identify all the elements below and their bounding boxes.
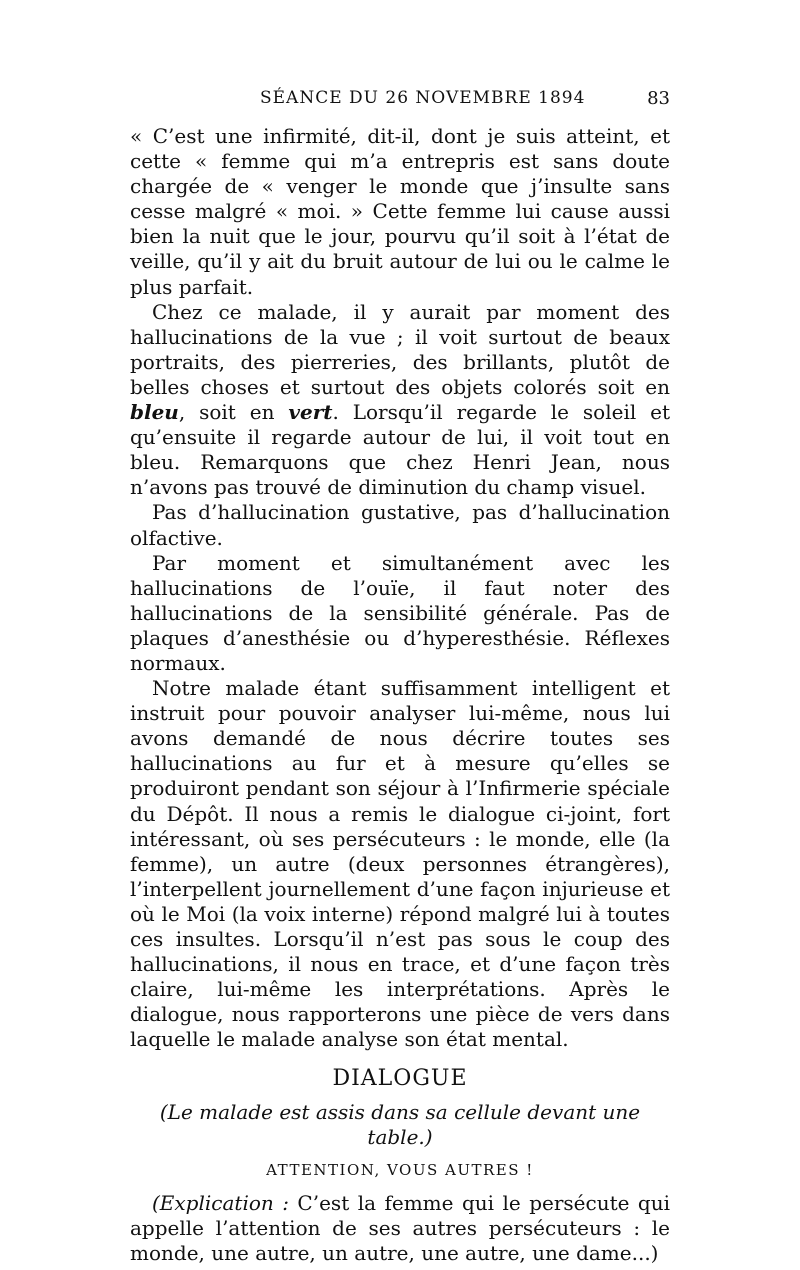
explication-label: (Explication : xyxy=(152,1190,289,1215)
paragraph-explication xyxy=(130,1191,670,1266)
word-vert: vert xyxy=(288,400,333,425)
paragraph-vision-b: , soit en xyxy=(178,400,289,425)
body-text xyxy=(130,124,670,1266)
paragraph-vision xyxy=(130,300,670,501)
paragraph-sensibility: Par moment et simultanément avec les hallucinations de l’ouïe, il faut noter des hallucinations de la sensibilité générale. Pas de plaques d’anesthésie ou d’hyperesthésie. Réflexes normaux. xyxy=(130,550,670,675)
running-header xyxy=(130,88,670,118)
paragraph-quote: « C’est une infirmité, dit-il, dont je suis atteint, et cette « femme qui m’a entrepris est sans doute chargée de « venger le monde que j’insulte sans cesse malgré « moi. » Cette femme lui cause aussi bien la nuit que le jour, pourvu qu’il soit à l’état de veille, qu’il y ait du bruit autour de lui ou le calme le plus parfait. xyxy=(130,124,670,299)
page-number: 83 xyxy=(647,88,670,109)
paragraph-taste-smell: Pas d’hallucination gustative, pas d’hallucination olfactive. xyxy=(130,500,670,550)
word-bleu: bleu xyxy=(130,400,179,425)
stage-direction: (Le malade est assis dans sa cellule devant une table.) xyxy=(159,1099,641,1149)
paragraph-vision-c: . Lorsqu’il regarde le soleil et qu’ensuite il regarde autour de lui, il voit tout en bleu. Remarquons que chez Henri Jean, nous n’avons pas trouvé de diminution du champ visuel. xyxy=(130,400,670,500)
explication-text: C’est la femme qui le persécute qui appelle l’attention de ses autres persécuteurs : le monde, une autre, un autre, une autre, une dame...) xyxy=(130,1190,670,1266)
paragraph-dialogue-intro: Notre malade étant suffisamment intelligent et instruit pour pouvoir analyser lui-même, nous lui avons demandé de nous décrire toutes ses hallucinations au fur et à mesure qu’elles se produiront pendant son séjour à l’Infirmerie spéciale du Dépôt. Il nous a remis le dialogue ci-joint, fort intéressant, où ses persécuteurs : le monde, elle (la femme), un autre (deux personnes étrangères), l’interpellent journellement d’une façon injurieuse et où le Moi (la voix interne) répond malgré lui à toutes ces insultes. Lorsqu’il n’est pas sous le coup des hallucinations, il nous en trace, et d’une façon très claire, lui-même les interprétations. Après le dialogue, nous rapporterons une pièce de vers dans laquelle le malade analyse son état mental. xyxy=(130,676,670,1052)
dialogue-call: ATTENTION, VOUS AUTRES ! xyxy=(266,1160,534,1179)
section-title: DIALOGUE xyxy=(332,1066,468,1092)
header-title: SÉANCE DU 26 NOVEMBRE 1894 xyxy=(260,88,586,108)
paragraph-vision-a: Chez ce malade, il y aurait par moment des hallucinations de la vue ; il voit surtout de beaux portraits, des pierreries, des brillants, plutôt de belles choses et surtout des objets colorés soit en xyxy=(130,299,670,399)
